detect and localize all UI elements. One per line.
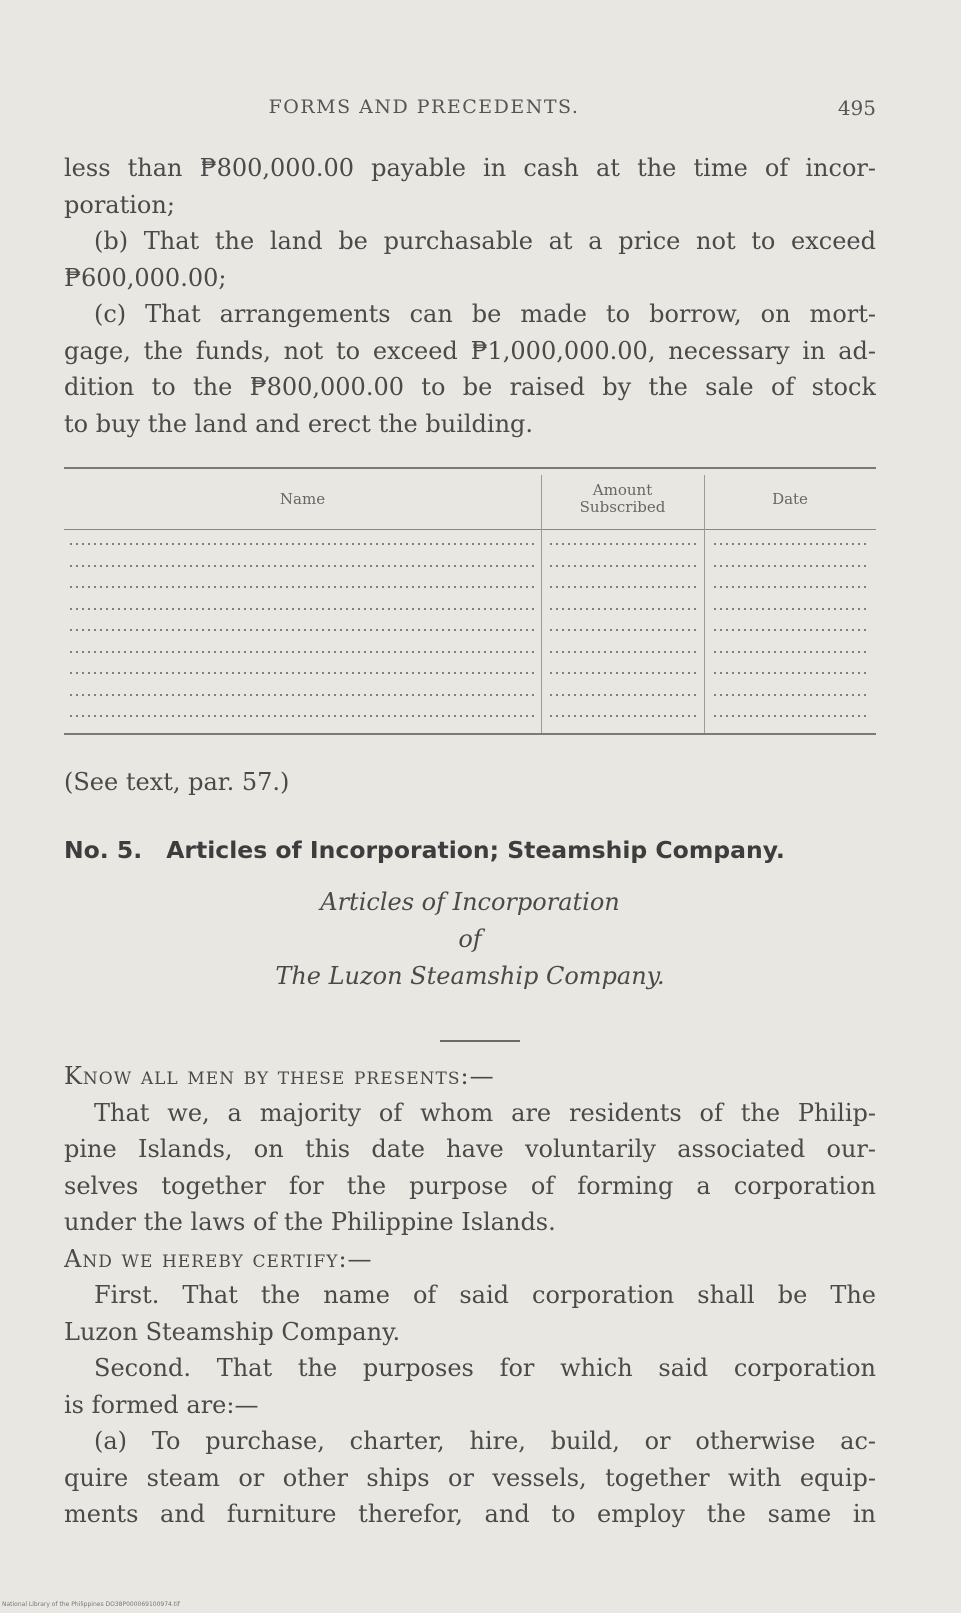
dotted-leader [712,694,870,696]
paragraph-line: ments and furniture therefor, and to employ the same in [64,1500,876,1528]
paragraph-line: (a) To purchase, charter, hire, build, or otherwise ac- [94,1427,876,1455]
articles-body [64,1058,876,1533]
column-header-amount-line1: Amount [592,481,653,499]
certify-opening: And we hereby certify:— [64,1244,373,1273]
dotted-leader [68,543,534,545]
section-heading [64,836,876,864]
intro-line: (b) That the land be purchasable at a price not to exceed [94,227,876,255]
dotted-leader [548,672,696,674]
blank-row [64,598,876,620]
dotted-leader [712,565,870,567]
dotted-leader [68,629,534,631]
blank-row [64,555,876,577]
paragraph-line: is formed are:— [64,1390,259,1419]
blank-row [64,641,876,663]
dotted-leader [548,565,696,567]
dotted-leader [68,715,534,717]
cross-reference: (See text, par. 57.) [64,768,290,796]
dotted-leader [548,586,696,588]
dotted-leader [548,651,696,653]
blank-row [64,576,876,598]
dotted-leader [548,694,696,696]
dotted-leader [68,651,534,653]
section-title: Articles of Incorporation; Steamship Company. [166,836,785,864]
intro-line: (c) That arrangements can be made to borrow, on mort- [94,300,876,328]
blank-row [64,533,876,555]
dotted-leader [548,608,696,610]
subscription-table [64,467,876,735]
dotted-leader [712,651,870,653]
dotted-leader [68,565,534,567]
dotted-leader [712,629,870,631]
dotted-leader [68,694,534,696]
paragraph-line: selves together for the purpose of forming a corporation [64,1171,876,1200]
dotted-leader [68,608,534,610]
paragraph-line: under the laws of the Philippine Islands. [64,1208,556,1236]
blank-row [64,684,876,706]
column-header-name: Name [279,489,326,508]
running-head [64,96,876,128]
running-title: FORMS AND PRECEDENTS. [268,96,580,118]
column-header-amount [541,469,704,529]
italic-title-line1: Articles of Incorporation [320,888,620,916]
paragraph-line: That we, a majority of whom are residents of the Philip- [94,1098,876,1127]
dotted-leader [548,629,696,631]
dotted-leader [712,543,870,545]
italic-title-line3: The Luzon Steamship Company. [275,962,665,990]
intro-line: poration; [64,190,175,219]
paragraph-line: quire steam or other ships or vessels, together with equip- [64,1463,876,1492]
dotted-leader [712,715,870,717]
intro-line: to buy the land and erect the building. [64,409,534,438]
paragraph-line: pine Islands, on this date have voluntarily associated our- [64,1135,876,1163]
blank-row [64,619,876,641]
page-number: 495 [837,96,876,120]
dotted-leader [712,608,870,610]
italic-title-line2: of [458,925,482,953]
dotted-leader [548,715,696,717]
section-number: No. 5. [64,836,143,864]
intro-paragraphs [64,150,876,442]
dotted-leader [548,543,696,545]
paragraph-line: First. That the name of said corporation shall be The [94,1281,876,1309]
column-header-date: Date [772,489,808,508]
intro-line: dition to the ₱800,000.00 to be raised by the sale of stock [64,373,876,401]
intro-line: gage, the funds, not to exceed ₱1,000,000.00, necessary in ad- [64,336,876,365]
dotted-leader [68,586,534,588]
column-header-amount-line2: Subscribed [579,498,666,516]
blank-row [64,705,876,727]
paragraph-line: Luzon Steamship Company. [64,1317,401,1346]
blank-row [64,662,876,684]
intro-line: ₱600,000.00; [64,263,227,292]
dotted-leader [712,672,870,674]
scan-source-label: National Library of the Philippines DO38P000069100974.tif [2,1601,180,1608]
intro-line: less than ₱800,000.00 payable in cash at the time of incor- [64,154,876,182]
dotted-leader [712,586,870,588]
header-rule [64,529,876,530]
know-all-opening: Know all men by these presents:— [64,1062,495,1090]
paragraph-line: Second. That the purposes for which said corporation [94,1354,876,1382]
separator-rule [440,1040,520,1042]
blank-entry-rows [64,533,876,727]
dotted-leader [68,672,534,674]
